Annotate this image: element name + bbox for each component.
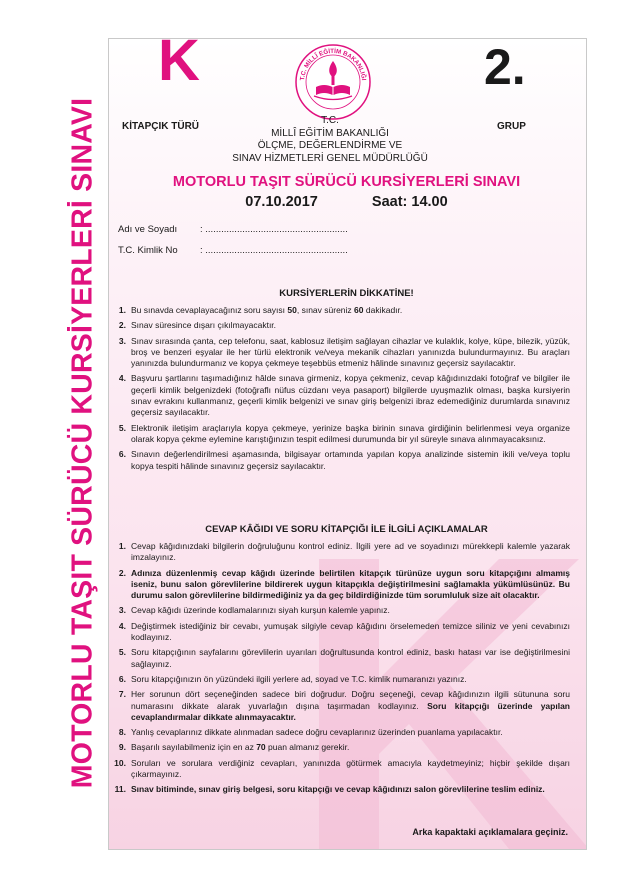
exam-title: MOTORLU TAŞIT SÜRÜCÜ KURSİYERLERİ SINAVI — [172, 174, 521, 190]
item-text-part: Soru kitapçığınızın ön yüzündeki ilgili yerlere ad, soyad ve T.C. kimlik numaranızı yazınız. — [131, 673, 467, 684]
item-text-part: , sınav süreniz — [296, 305, 355, 315]
item-number: 4. — [118, 373, 126, 384]
item-text — [131, 568, 570, 602]
item-text — [131, 605, 570, 616]
footer-note: Arka kapaktaki açıklamalara geçiniz. — [412, 827, 568, 837]
item-text-part: Her sorunun dört seçeneğinden sadece biri doğrudur. Doğru seçeneği, cevap kâğıdınızın ilgili sütununa soru numarasını dikkate alarak yuvarlağın dışına taşırmadan kodlayınız. — [131, 689, 570, 711]
list-item — [110, 758, 570, 781]
item-number: 3. — [118, 605, 126, 616]
item-number: 4. — [118, 620, 126, 631]
list-item — [110, 689, 570, 723]
item-number: 3. — [118, 335, 126, 346]
item-text-bold: Soru kitapçığı üzerinde yapılan cevaplandırmalar dikkate alınmayacaktır. — [131, 700, 570, 722]
list-item — [110, 336, 570, 370]
attention-list — [110, 305, 570, 476]
item-text-bold: 60 — [354, 305, 364, 315]
item-text — [131, 647, 570, 670]
item-number: 9. — [118, 742, 126, 753]
item-text-bold: 70 — [256, 742, 266, 753]
group-label: GRUP — [497, 121, 526, 132]
item-number: 2. — [118, 320, 126, 331]
item-number: 1. — [118, 541, 126, 551]
item-text — [131, 742, 570, 753]
item-number: 5. — [118, 422, 126, 433]
item-text — [131, 373, 570, 418]
list-item — [110, 621, 570, 644]
item-text — [131, 305, 570, 316]
ministry-line: SINAV HİZMETLERİ GENEL MÜDÜRLÜĞÜ — [232, 152, 428, 164]
item-text-part: Cevap kâğıdı üzerinde kodlamalarınızı siyah kurşun kalemle yapınız. — [131, 605, 390, 616]
ministry-line: T.C. — [321, 115, 339, 126]
item-number: 2. — [118, 567, 126, 578]
item-text — [131, 674, 570, 685]
item-text-part: Elektronik iletişim araçlarıyla kopya çekmeye, yerinize başka birinin sınava girdiğinin belirlenmesi veya organize olarak kopya çekme eylemine karıştığınızın tespit edilmesi durumunda bir yıl süreyle sınava alınmayacaksınız. — [131, 422, 570, 444]
ministry-line: MİLLÎ EĞİTİM BAKANLIĞI — [271, 127, 389, 139]
item-number: 8. — [118, 727, 126, 738]
item-text — [131, 689, 570, 723]
list-item — [110, 373, 570, 418]
item-number: 6. — [118, 673, 126, 684]
booklet-letter: K — [158, 28, 200, 93]
booklet-label: KİTAPÇIK TÜRÜ — [122, 121, 200, 132]
id-field[interactable] — [118, 245, 348, 266]
list-item — [110, 320, 570, 331]
list-item — [110, 305, 570, 316]
item-text — [131, 449, 570, 472]
answer-sheet-list — [110, 541, 570, 800]
item-text — [131, 727, 570, 738]
sidebar-title: MOTORLU TAŞIT SÜRÜCÜ KURSİYERLERİ SINAVI — [66, 97, 99, 789]
list-item — [110, 449, 570, 472]
item-number: 6. — [118, 449, 126, 460]
item-text-part: dakikadır. — [363, 305, 403, 315]
item-number: 7. — [118, 689, 126, 700]
id-field-label: T.C. Kimlik No — [118, 245, 178, 256]
attention-heading: KURSİYERLERİN DİKKATİNE! — [279, 288, 414, 299]
item-text-part: Cevap kâğıdınızdaki bilgilerin doğruluğunu kontrol ediniz. İlgili yere ad ve soyadınızı mürekkepli kalemle yazarak imzalayınız. — [131, 541, 570, 563]
ministry-name — [200, 115, 460, 165]
id-field-value: : ...................................................... — [200, 245, 348, 256]
item-text — [131, 423, 570, 446]
item-text-bold: Sınav bitiminde, sınav giriş belgesi, soru kitapçığı ve cevap kâğıdınızı salon görevlilerine teslim ediniz. — [131, 784, 545, 795]
ministry-emblem — [294, 43, 372, 121]
exam-date-time — [108, 194, 585, 210]
exam-time: Saat: 14.00 — [371, 194, 448, 210]
item-text-part: Sınav sırasında çanta, cep telefonu, saat, kablosuz iletişim sağlayan cihazlar ve kulaklık, kolye, küpe, bilezik, yüzük, broş ve benzeri eşyalar ile her türlü elektronik ve/veya mekanik cihazları yanınızda bulundurmayınız. Bu araçları yanınızda bulundurmanız ve kopya çekmeye teşebbüs etmeniz hâlinde sınavınız geçersiz sayılacaktır. — [131, 335, 570, 369]
item-text — [131, 784, 570, 795]
answer-sheet-heading: CEVAP KÂĞIDI VE SORU KİTAPÇIĞI İLE İLGİLİ AÇIKLAMALAR — [205, 524, 488, 535]
item-number: 1. — [118, 305, 126, 315]
item-text-bold: 50 — [287, 305, 297, 315]
list-item — [110, 605, 570, 616]
exam-date: 07.10.2017 — [245, 194, 318, 210]
item-text-part: Yanlış cevaplarınız dikkate alınmadan sadece doğru cevaplarınız üzerinden puanlama yapılacaktır. — [131, 727, 503, 738]
sidebar-title-strip — [58, 38, 108, 848]
list-item — [110, 674, 570, 685]
list-item — [110, 742, 570, 753]
item-number: 11. — [114, 784, 126, 795]
item-text-part: Değiştirmek istediğiniz bir cevabı, yumuşak silgiyle cevap kâğıdını örselemeden temizce siliniz ve yeni cevabınızı kodlayınız. — [131, 620, 570, 643]
emblem-text: T.C. MİLLÎ EĞİTİM BAKANLIĞI — [299, 47, 367, 81]
name-field-label: Adı ve Soyadı — [118, 224, 178, 235]
item-text-part: Sınav süresince dışarı çıkılmayacaktır. — [131, 320, 277, 331]
item-text — [131, 336, 570, 370]
item-text-part: Bu sınavda cevaplayacağınız soru sayısı — [131, 305, 288, 315]
item-text-part: Başvuru şartlarını taşımadığınız hâlde sınava girmeniz, kopya çekmeniz, cevap kâğıdınızdaki fotoğraf ve bilgiler ile geçerli kimlik belgenizdeki (fotoğraflı nüfus cüzdanı veya pasaport) bilgilerde uyuşmazlık olması, başka kursiyerin sınav evrakını kullanmanız, geçerli kimlik belgenizi ve sınav giriş belgenizi ibraz edemediğiniz durumlarda sınavınız geçersiz sayılacaktır. — [131, 373, 570, 418]
list-item — [110, 541, 570, 564]
item-text-part: Soruları ve sorulara verdiğiniz cevapları, yanınızda götürmek amacıyla kaydetmeyiniz; hiçbir şekilde dışarı çıkarmayınız. — [131, 757, 570, 780]
ministry-line: ÖLÇME, DEĞERLENDİRME VE — [257, 140, 403, 151]
list-item — [110, 423, 570, 446]
item-text-part: Soru kitapçığının sayfalarını görevlilerin uyarıları doğrultusunda kontrol ediniz, baskı hatası var ise değiştirilmesini sağlayınız. — [131, 647, 570, 669]
item-text-part: Sınavın değerlendirilmesi aşamasında, bilgisayar ortamında yapılan kopya analizinde sistemin ikili ve/veya toplu kopya tespiti hâlinde sınavınız geçersiz sayılacaktır. — [131, 449, 570, 471]
item-text-part: puan almanız gerekir. — [265, 742, 350, 753]
item-text-part: Başarılı sayılabilmeniz için en az — [131, 742, 257, 753]
name-field-value: : ...................................................... — [200, 224, 348, 235]
name-field[interactable] — [118, 224, 348, 245]
group-number: 2. — [484, 39, 526, 95]
list-item — [110, 727, 570, 738]
item-text-bold: Adınıza düzenlenmiş cevap kâğıdı üzerinde belirtilen kitapçık türünüze uygun soru kitapçığını almamış iseniz, bunu salon görevlilerine bildirerek uygun kitapçıkla değiştirilmesini sağlamakla yükümlüsünüz. Bu durumu salon görevlilerine bildirmediğiniz ya da geç bildirdiğinizde tüm sorumluluk size ait olacaktır. — [131, 567, 570, 601]
list-item — [110, 568, 570, 602]
list-item — [110, 784, 570, 795]
item-number: 5. — [118, 647, 126, 658]
item-number: 10. — [114, 757, 126, 768]
list-item — [110, 647, 570, 670]
item-text — [131, 621, 570, 644]
item-text — [131, 320, 570, 331]
item-text — [131, 758, 570, 781]
candidate-fields — [118, 224, 348, 266]
item-text — [131, 541, 570, 564]
